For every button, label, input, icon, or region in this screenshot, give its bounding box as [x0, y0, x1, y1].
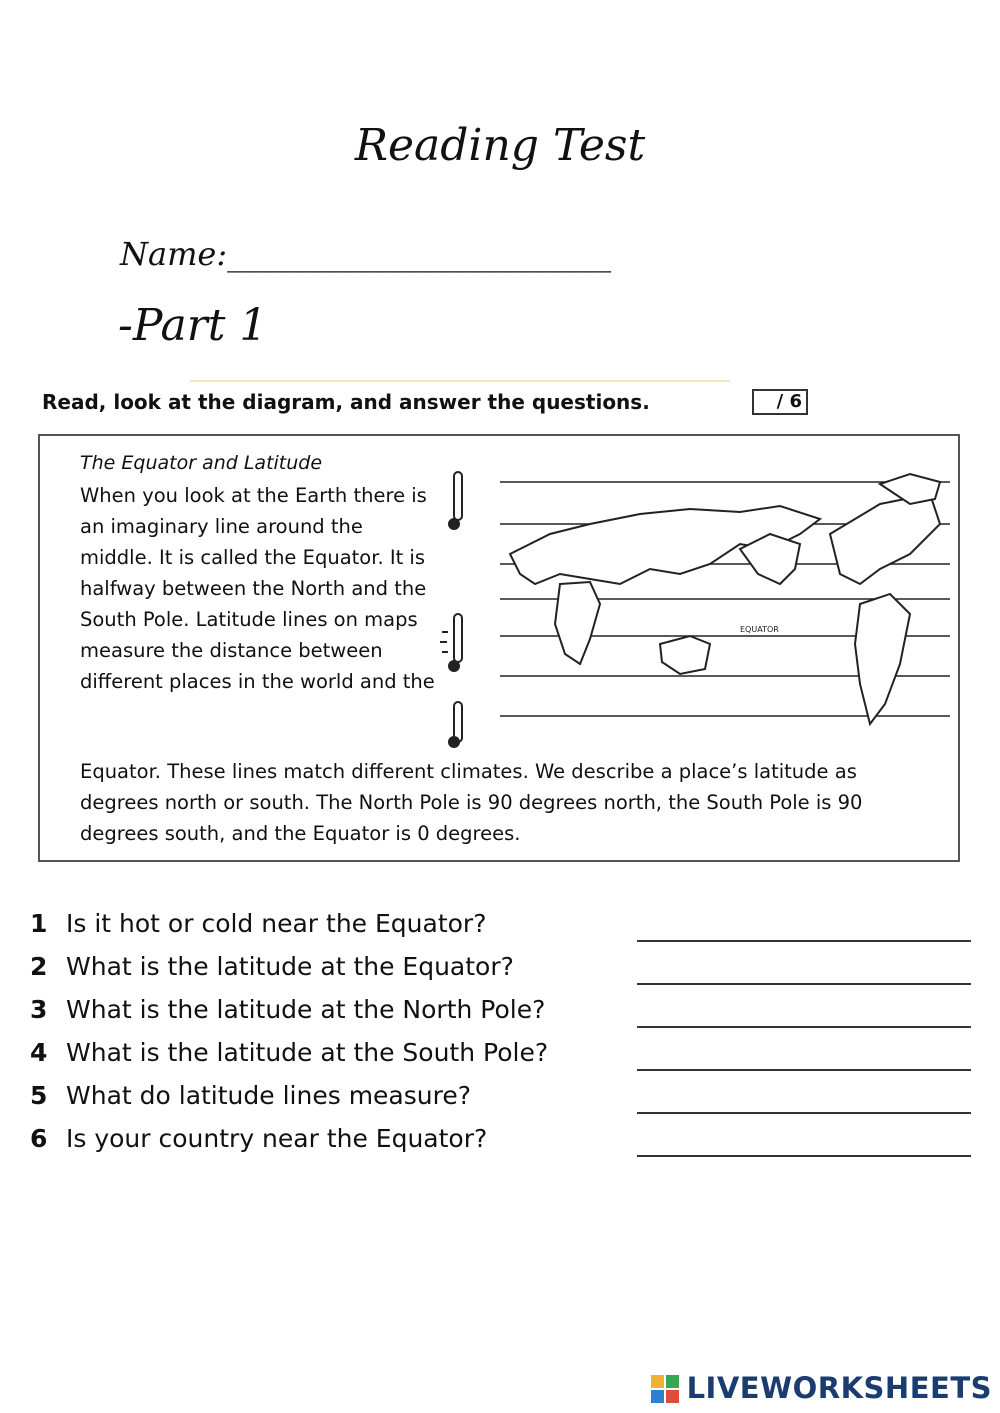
question-row	[30, 948, 975, 991]
question-number: 5	[30, 1081, 48, 1110]
answer-line[interactable]	[637, 1069, 971, 1071]
question-row	[30, 1034, 975, 1077]
answer-line[interactable]	[637, 1155, 971, 1157]
answer-line[interactable]	[637, 1112, 971, 1114]
question-text: What is the latitude at the North Pole?	[66, 995, 546, 1024]
thermometer-hot-icon	[440, 614, 462, 671]
score-box: / 6	[752, 389, 808, 415]
question-number: 3	[30, 995, 48, 1024]
passage-box	[38, 434, 960, 862]
brand-text: LIVEWORKSHEETS	[686, 1371, 992, 1405]
liveworksheets-icon	[651, 1375, 679, 1403]
part-heading: -Part 1	[118, 300, 268, 351]
question-number: 1	[30, 909, 48, 938]
world-map-diagram	[440, 464, 950, 754]
question-text: Is your country near the Equator?	[66, 1124, 488, 1153]
question-row	[30, 905, 975, 948]
divider	[190, 380, 730, 382]
question-number: 2	[30, 952, 48, 981]
question-row	[30, 991, 975, 1034]
answer-line[interactable]	[637, 983, 971, 985]
question-row	[30, 1077, 975, 1120]
answer-line[interactable]	[637, 1026, 971, 1028]
passage-text-continued: Equator. These lines match different climates. We describe a place’s latitude as degrees north or south. The North Pole is 90 degrees north, the South Pole is 90 degrees south, and the Equator is 0 degrees.	[80, 760, 863, 845]
answer-line[interactable]	[637, 940, 971, 942]
question-text: Is it hot or cold near the Equator?	[66, 909, 487, 938]
question-number: 6	[30, 1124, 48, 1153]
liveworksheets-logo	[687, 1371, 992, 1405]
question-row	[30, 1120, 975, 1163]
name-field[interactable]: Name:________________________	[120, 235, 612, 273]
passage-text: When you look at the Earth there is an imaginary line around the middle. It is called the Equator. It is halfway between the North and the South Pole. Latitude lines on maps measure the distance between different places in the world and the	[80, 484, 435, 693]
question-text: What do latitude lines measure?	[66, 1081, 471, 1110]
passage-title: The Equator and Latitude	[80, 452, 323, 474]
question-text: What is the latitude at the South Pole?	[66, 1038, 549, 1067]
question-number: 4	[30, 1038, 48, 1067]
equator-label: EQUATOR	[740, 625, 779, 634]
thermometer-cold-icon	[449, 702, 462, 747]
question-text: What is the latitude at the Equator?	[66, 952, 514, 981]
page-title: Reading Test	[354, 120, 646, 171]
questions-list	[30, 905, 975, 1163]
thermometer-cold-icon	[449, 472, 462, 529]
instruction: Read, look at the diagram, and answer the questions.	[42, 390, 650, 414]
